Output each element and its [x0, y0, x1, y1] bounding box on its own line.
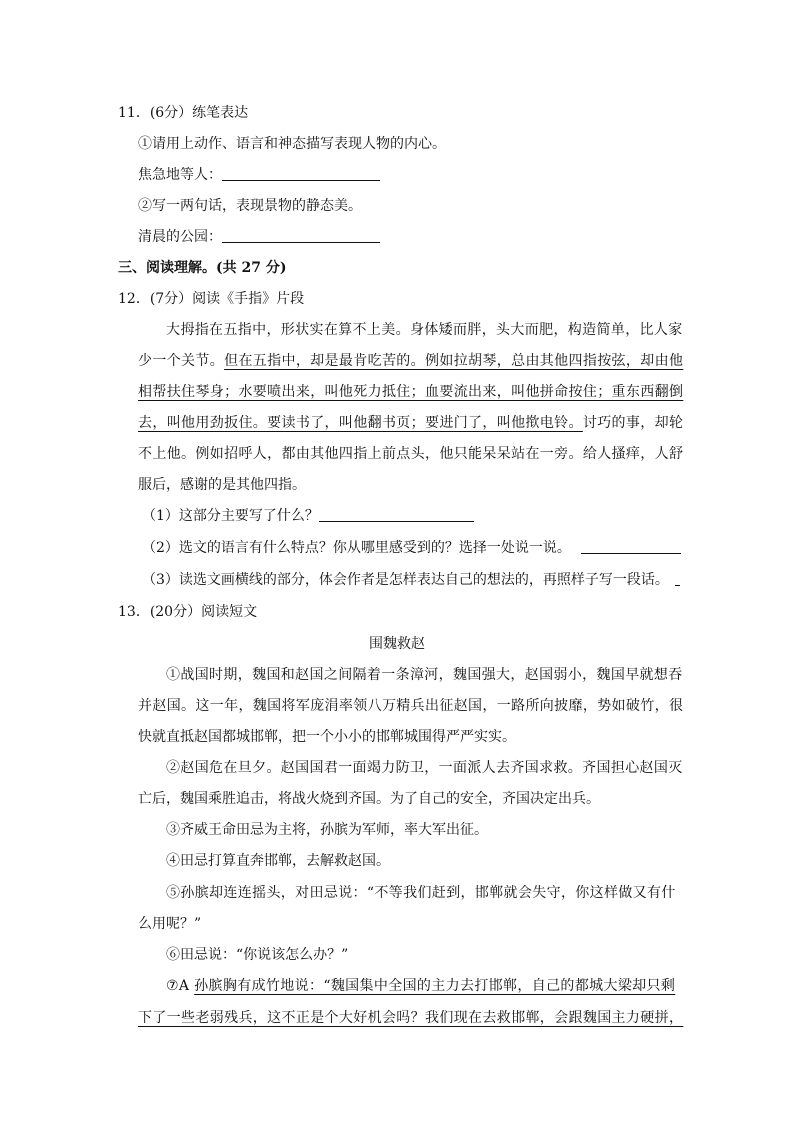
q12-underlined-line: 相帮扶住琴身；水要喷出来，叫他死力抵住；血要流出来，叫他拼命按住；重东西翻倒 [138, 384, 684, 400]
answer-blank[interactable] [675, 571, 680, 586]
q13-paragraph-line: 么用呢？” [138, 916, 202, 932]
q13-paragraph-line: 快就直抵赵国都城邯郸，把一个小小的邯郸城围得严严实实。 [138, 729, 516, 745]
q11-item1: ①请用上动作、语言和神态描写表现人物的内心。 [138, 136, 446, 152]
q12-sub1-text: （1）这部分主要写了什么？ [142, 508, 319, 524]
q12-passage-text: 少一个关节。 [138, 353, 225, 369]
q13-paragraph-line: ⑥田忌说：“你说该怎么办？” [166, 947, 349, 963]
q11-item1-answer [138, 165, 380, 185]
q12-underlined-text: 去，叫他用劲扳住。要读书了，叫他翻书页；要进门了，叫他揿电铃。 [138, 415, 583, 431]
q13-underlined-line: 下了一些老弱残兵，这不正是个大好机会吗？我们现在去救邯郸，会跟魏国主力硬拼， [138, 1010, 684, 1026]
q11-item2: ②写一两句话，表现景物的静态美。 [138, 198, 362, 214]
q12-passage-line [138, 413, 683, 433]
q11-item2-answer [138, 227, 380, 247]
q12-passage-line [138, 351, 683, 371]
answer-blank[interactable] [581, 539, 681, 554]
q12-underlined-text: 但在五指中，却是最肯吃苦的。例如拉胡琴，总由其他四指按弦，却由他 [224, 353, 684, 369]
q12-passage-line: 不上他。例如招呼人，都由其他四指上前点头，他只能呆呆站在一旁。给人搔痒，人舒 [138, 446, 684, 462]
answer-blank[interactable] [222, 166, 380, 181]
q11-title: 11．(6分）练笔表达 [118, 105, 249, 121]
answer-blank[interactable] [222, 228, 380, 243]
q13-paragraph-line [166, 976, 675, 996]
q12-passage-text: 讨巧的事，却轮 [582, 415, 684, 431]
q13-paragraph-line: ①战国时期，魏国和赵国之间隔着一条漳河，魏国强大，赵国弱小，魏国早就想吞 [166, 667, 683, 683]
q12-sub3-text: （3）读选文画横线的部分，体会作者是怎样表达自己的想法的，再照样子写一段话。 [142, 572, 669, 588]
q12-passage-line: 大拇指在五指中，形状实在算不上美。身体矮而胖，头大而肥，构造简单，比人家 [166, 322, 683, 338]
q12-subquestion-2 [142, 538, 681, 558]
q13-paragraph-line: ③齐威王命田忌为主将，孙膑为军师，率大军出征。 [166, 822, 488, 838]
q13-paragraph-line: 亡后，魏国乘胜追击，将战火烧到齐国。为了自己的安全，齐国决定出兵。 [138, 791, 600, 807]
q12-sub2-text: （2）选文的语言有什么特点？你从哪里感受到的？选择一处说一说。 [142, 540, 571, 556]
q12-subquestion-3 [142, 570, 680, 590]
q11-item1-prompt: 焦急地等人： [138, 167, 222, 183]
answer-blank[interactable] [319, 507, 474, 522]
q12-passage-line: 服后，感谢的是其他四指。 [138, 477, 306, 493]
passage-title: 围魏救赵 [369, 636, 425, 652]
q13-paragraph-line: ②赵国危在旦夕。赵国国君一面竭力防卫，一面派人去齐国求救。齐国担心赵国灭 [166, 760, 683, 776]
q12-subquestion-1 [142, 506, 474, 526]
q11-item2-prompt: 清晨的公园： [138, 229, 222, 245]
q13-underlined-text: 孙膑胸有成竹地说：“魏国集中全国的主力去打邯郸，自己的都城大梁却只剩 [194, 978, 676, 994]
q13-paragraph-line: ⑤孙膑却连连摇头，对田忌说：“不等我们赶到，邯郸就会失守，你这样做又有什 [166, 885, 676, 901]
section-heading: 三、阅读理解。(共 27 分) [118, 260, 287, 276]
q13-title: 13．(20分）阅读短文 [118, 604, 258, 620]
q12-title: 12．(7分）阅读《手指》片段 [118, 291, 305, 307]
q13-para7-prefix: ⑦A [166, 978, 195, 994]
q13-paragraph-line: 并赵国。这一年，魏国将军庞涓率领八万精兵出征赵国，一路所向披靡，势如破竹，很 [138, 698, 684, 714]
q13-paragraph-line: ④田忌打算直奔邯郸，去解救赵国。 [166, 853, 390, 869]
